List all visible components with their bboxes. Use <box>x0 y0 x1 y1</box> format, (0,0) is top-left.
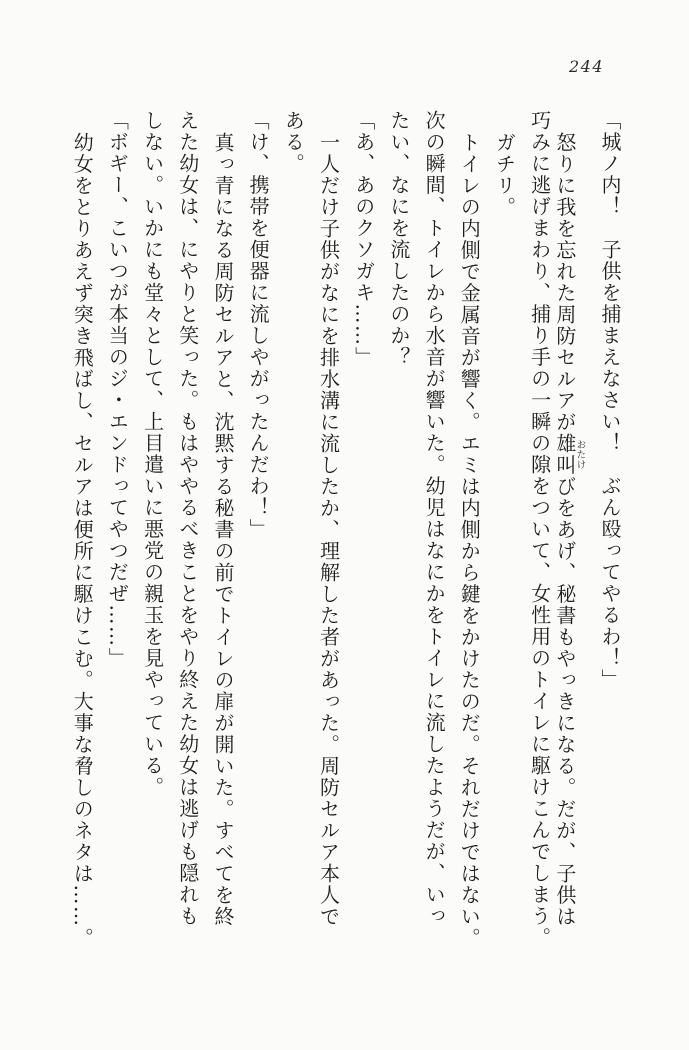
text-column: たい、なにを流したのか？ <box>386 110 411 368</box>
text-column: 一人だけ子供がなにを排水溝に流したか、理解した者があった。周防セルア本人で <box>316 131 341 927</box>
text-column: 「け、携帯を便器に流しやがったんだわ！」 <box>246 110 271 540</box>
furigana-ruby <box>552 432 586 476</box>
text-column: 「あ、あのクソガキ……」 <box>351 110 376 368</box>
text-column: トイレの内側で金属音が響く。エミは内側から鍵をかけたのだ。それだけではない。 <box>457 131 482 949</box>
text-column: 幼女をとりあえず突き飛ばし、セルアは便所に駆けこむ。大事な脅しのネタは……。 <box>70 131 95 949</box>
text-column <box>550 110 585 976</box>
text-column: えた幼女は、にやりと笑った。もはややるべきことをやり終えた幼女は逃げも隠れも <box>175 110 200 927</box>
text-column: 「ボギー、こいつが本当のジ・エンドってやつだぜ……」 <box>105 110 130 669</box>
text-column: 巧みに逃げまわり、捕り手の一瞬の隙をついて、女性用のトイレに駆けこんでしまう。 <box>527 110 552 949</box>
text-segment: 怒りに我を忘れた周防セルアが <box>552 131 577 433</box>
text-column: 次の瞬間、トイレから水音が響いた。幼児はなにかをトイレに流したようだが、いっ <box>422 110 447 927</box>
ruby-base: 雄叫 <box>552 432 577 476</box>
page-number: 244 <box>569 57 605 76</box>
furigana-text: おたけ <box>574 432 586 476</box>
text-column: しない。いかにも堂々として、上目遣いに悪党の親玉を見やっている。 <box>140 110 165 798</box>
text-column: ガチリ。 <box>492 131 517 218</box>
text-column: 真っ青になる周防セルアと、沈黙する秘書の前でトイレの扉が開いた。すべてを終 <box>210 131 235 927</box>
text-segment: びをあげ、秘書もやっきになる。だが、子供は <box>552 475 577 927</box>
text-column: ある。 <box>281 110 306 175</box>
text-body <box>56 110 620 990</box>
text-column: 「城ノ内！ 子供を捕まえなさい！ ぶん殴ってやるわ！」 <box>598 110 622 691</box>
